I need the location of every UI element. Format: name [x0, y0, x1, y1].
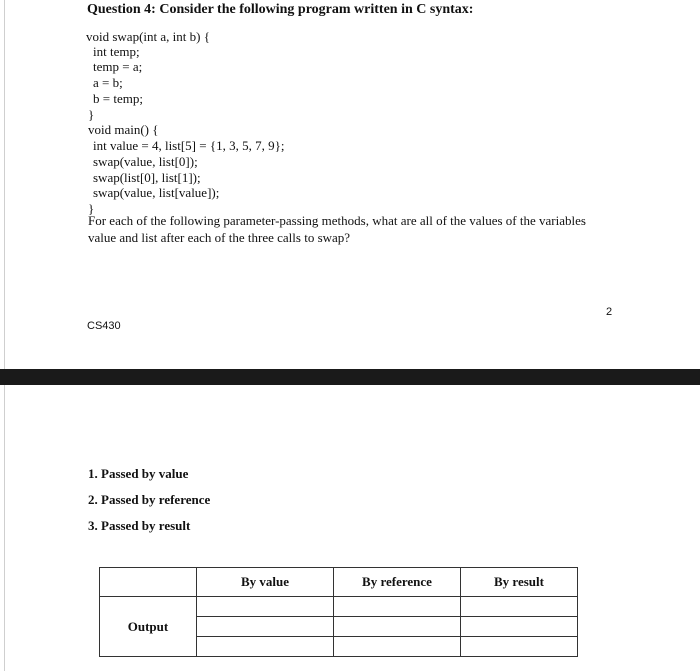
answer-cell	[334, 637, 461, 657]
code-line: void main() {	[88, 122, 159, 137]
page-left-border	[4, 0, 5, 369]
page-separator	[0, 369, 700, 385]
code-line: swap(value, list[0]);	[93, 154, 198, 169]
table-header-cell: By result	[461, 568, 578, 597]
answer-cell	[334, 617, 461, 637]
page-left-border	[4, 385, 5, 671]
code-line: int temp;	[93, 44, 140, 59]
question-prompt-line: value and list after each of the three calls to swap?	[88, 230, 351, 245]
table-header-cell: By value	[197, 568, 334, 597]
answer-cell	[461, 617, 578, 637]
code-line: }	[88, 201, 95, 216]
code-line: int value = 4, list[5] = {1, 3, 5, 7, 9};	[93, 138, 285, 153]
code-line: b = temp;	[93, 91, 143, 106]
method-item: 1. Passed by value	[88, 466, 189, 481]
course-code: CS430	[87, 320, 121, 332]
answer-cell	[197, 637, 334, 657]
code-line: void swap(int a, int b) {	[86, 29, 210, 44]
page-number: 2	[606, 306, 613, 318]
code-line: swap(value, list[value]);	[93, 185, 220, 200]
answer-cell	[197, 597, 334, 617]
method-item: 2. Passed by reference	[88, 492, 211, 507]
question-title: Question 4: Consider the following program written in C syntax:	[87, 2, 474, 17]
table-header-row	[100, 568, 578, 597]
question-prompt-line: For each of the following parameter-passing methods, what are all of the values of the variables	[88, 213, 586, 228]
table-row	[100, 597, 578, 617]
code-line: temp = a;	[93, 59, 143, 74]
code-line: a = b;	[93, 75, 123, 90]
answer-cell	[461, 637, 578, 657]
code-line: swap(list[0], list[1]);	[93, 170, 201, 185]
answer-cell	[461, 597, 578, 617]
output-row-label: Output	[100, 597, 197, 657]
answer-cell	[197, 617, 334, 637]
answer-table	[99, 567, 578, 657]
table-header-cell	[100, 568, 197, 597]
code-line: }	[88, 107, 95, 122]
table-header-cell: By reference	[334, 568, 461, 597]
answer-cell	[334, 597, 461, 617]
method-item: 3. Passed by result	[88, 518, 191, 533]
